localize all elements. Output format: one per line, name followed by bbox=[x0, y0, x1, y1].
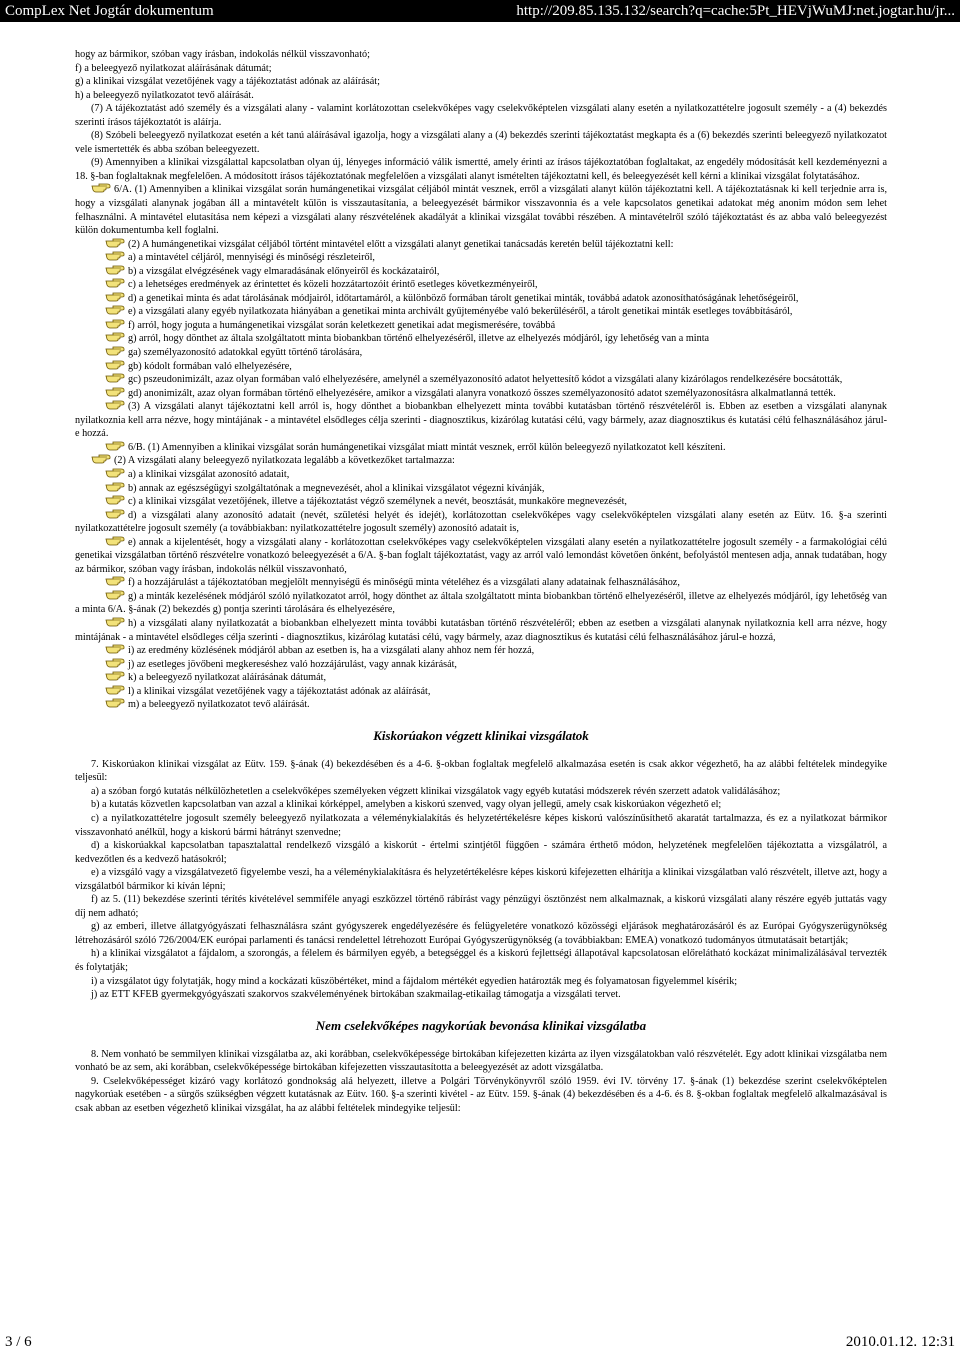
provision-paragraph bbox=[75, 89, 887, 103]
document-body bbox=[75, 48, 887, 1115]
paragraph-text: j) az esetleges jövőbeni megkereséshez való hozzájárulást, vagy annak kizárását, bbox=[128, 658, 457, 670]
paragraph-text: g) a minták kezelésének módjáról szóló nyilatkozatot arról, hogy dönthet az általa szolgáltatott minta biobankban történő elhelyezéséről, illetve az elhelyezés módjáról, így lehetőség van a minta 6/A. §-ának (2) bekezdés g) pontja szerinti tárolására és elhelyezésére, bbox=[75, 590, 887, 616]
pointing-hand-icon[interactable] bbox=[105, 590, 125, 600]
paragraph-text: h) a beleegyező nyilatkozatot tevő aláírását. bbox=[75, 89, 254, 101]
pointing-hand-icon[interactable] bbox=[105, 251, 125, 261]
paragraph-text: ga) személyazonosító adatokkal együtt történő tárolására, bbox=[128, 347, 363, 359]
paragraph-text: (8) Szóbeli beleegyező nyilatkozat esetén a két tanú aláírásával igazolja, hogy a vizsgálati alany a (4) bekezdés szerinti tájékoztatást megkapta és a (6) bekezdés szerinti beleegyező nyilatkozatot vele ismertették és abba szóban beleegyezett. bbox=[75, 130, 887, 155]
paragraph-text: (3) A vizsgálati alanyt tájékoztatni kell arról is, hogy dönthet a biobankban elhelyezett minta további kutatásban történő részvételéről is. Ebben az esetben a vizsgálati alanynak nyilatkoznia kell arra nézve, hogy mintájának - a mintavétel elsődleges célja szerinti - diagnosztikus, kizárólag kutatási célú, vagy bármely, azaz diagnosztikus és kutatási célú felhasználásához járul-e hozzá. bbox=[75, 401, 887, 440]
paragraph-text: 9. Cselekvőképességet kizáró vagy korlátozó gondnokság alá helyezett, illetve a Polgári Törvénykönyvről szóló 1959. évi IV. törvény 17. §-ának (1) bekezdése szerint cselekvőképtelen nagykorúak esetében - a sürgős szükségben végzett kutatásnak az Eütv. 160. §-a szerinti kivétel - az Eütv. 159. §-ának (4) bekezdésében és a 4-6. és 8. §-okban foglaltak megfelelő alkalmazásával is csak abban az esetben végezhető klinikai vizsgálat, ha az alábbi feltételek mindegyike teljesül: bbox=[75, 1075, 887, 1114]
paragraph-text: (7) A tájékoztatást adó személy és a vizsgálati alany - valamint korlátozottan cselekvőképes vagy cselekvőképtelen vizsgálati alany esetén a nyilatkozattételre jogosult személy - a (4) bekezdés szerinti írásos tájékoztatót is aláírja. bbox=[75, 103, 887, 128]
paragraph-text: hogy az bármikor, szóban vagy írásban, indokolás nélkül visszavonható; bbox=[75, 49, 370, 60]
paragraph-text: b) annak az egészségügyi szolgáltatónak a megnevezését, ahol a klinikai vizsgálatot végezni kívánják, bbox=[128, 482, 545, 494]
paragraph-text: k) a beleegyező nyilatkozat aláírásának dátumát, bbox=[128, 672, 326, 684]
section-heading-minors: Kiskorúakon végzett klinikai vizsgálatok bbox=[373, 727, 589, 743]
print-datetime: 2010.01.12. 12:31 bbox=[845, 1334, 955, 1350]
pointing-hand-icon[interactable] bbox=[105, 671, 125, 681]
pointing-hand-icon[interactable] bbox=[105, 509, 125, 519]
provision-paragraph bbox=[75, 536, 887, 577]
minors-paragraph bbox=[75, 785, 887, 799]
provision-paragraph bbox=[75, 454, 887, 468]
pointing-hand-icon[interactable] bbox=[105, 319, 125, 329]
paragraph-text: gb) kódolt formában való elhelyezésére, bbox=[128, 360, 292, 372]
adults-paragraph bbox=[75, 1048, 887, 1075]
paragraph-text: c) a nyilatkozattételre jogosult személy beleegyező nyilatkozata a véleménykialakítás és helyzetértékelésre képes kiskorú valószínűsíthető akaratát tartalmazza, és ez a nyilatkozat bármikor visszavonható anélkül, hogy a kiskorú bármi hátrányt szenvedne; bbox=[75, 812, 887, 838]
paragraph-text: i) a vizsgálatot úgy folytatják, hogy mind a kockázati küszöbértéket, mind a fájdalom mértékét egyedien határozták meg és folyamatosan figyelemmel kísérik; bbox=[91, 975, 738, 987]
provision-paragraph bbox=[75, 278, 887, 292]
pointing-hand-icon[interactable] bbox=[105, 265, 125, 275]
provision-paragraph bbox=[75, 509, 887, 536]
minors-paragraph bbox=[75, 975, 887, 989]
paragraph-text: 6/A. (1) Amennyiben a klinikai vizsgálat során humángenetikai vizsgálat céljából mintát vesznek, erről a vizsgálati alanyt külön tájékoztatni kell. A tájékoztatásnak ki kell terjednie arra is, hogy a vizsgálati alanynak jogában áll a mintavételt külön is visszautasítania, a beleegyezését bármikor visszavonnia és a vele kapcsolatos genetikai adatokat még anonim módon sem lehet felhasználni. A mintavétel elutasítása nem képezi a vizsgálati alany részvételének akadályát a klinikai vizsgálat további részében. A mintavételről szóló tájékoztatást és az abba való beleegyezést külön dokumentumba kell foglalni. bbox=[75, 184, 887, 237]
pointing-hand-icon[interactable] bbox=[105, 278, 125, 288]
provision-paragraph bbox=[75, 590, 887, 617]
pointing-hand-icon[interactable] bbox=[105, 644, 125, 654]
pointing-hand-icon[interactable] bbox=[105, 238, 125, 248]
minors-paragraph bbox=[75, 839, 887, 866]
pointing-hand-icon[interactable] bbox=[105, 373, 125, 383]
paragraph-text: j) az ETT KFEB gyermekgyógyászati szakorvos szakvéleményének birtokában szakmailag-etikailag támogatja a vizsgálati tervet. bbox=[91, 989, 621, 1001]
paragraph-text: e) annak a kijelentését, hogy a vizsgálati alany - korlátozottan cselekvőképes vagy cselekvőképtelen vizsgálati alany esetén a nyilatkozattételre jogosult személy - a farmakológiai célú genetikai vizsgálatban történő részvételre vonatkozó beleegyezését a 6/A. §-ban foglalt tájékoztatást, vagy az arról való lemondást követően önként, befolyástól mentesen adja, annak tudatában, hogy az bármikor, szóban vagy írásban, indokolás nélkül visszavonható, bbox=[75, 536, 887, 575]
paragraph-text: e) a vizsgáló vagy a vizsgálatvezető figyelembe veszi, ha a véleménykialakításra és helyzetértékelésre képes kiskorú kifejezetten elhárítja a klinikai vizsgálatban való részvételt, illetve azt, hogy a vizsgálatból bármikor ki kíván lépni; bbox=[75, 867, 887, 892]
paragraph-text: 7. Kiskorúakon klinikai vizsgálat az Eütv. 159. §-ának (4) bekezdésében és a 4-6. §-okban foglaltak megfelelő alkalmazása esetén is csak akkor végezhető, ha az alábbi feltételek mindegyike teljesül: bbox=[75, 758, 887, 784]
provision-paragraph bbox=[75, 251, 887, 265]
paragraph-text: g) a klinikai vizsgálat vezetőjének vagy a tájékoztatást adónak az aláírását; bbox=[75, 76, 380, 88]
provision-paragraph bbox=[75, 156, 887, 183]
paragraph-text: 8. Nem vonható be semmilyen klinikai vizsgálatba az, aki korábban, cselekvőképessége birtokában kifejezetten kizárta az ilyen vizsgálatokban való részvételét. Egy adott klinikai vizsgálatba nem vonható be az sem, aki korábban, cselekvőképessége birtokában kifejezetten visszautasította a beleegyezését az adott vizsgálatba. bbox=[75, 1048, 887, 1074]
provision-paragraph bbox=[75, 346, 887, 360]
paragraph-text: g) az emberi, illetve állatgyógyászati felhasználásra szánt gyógyszerek engedélyezésére és felügyeletére vonatkozó közösségi eljárások meghatározásáról és az Európai Gyógyszerügynökség létrehozásáról szóló 726/2004/EK európai parlamenti és tanácsi rendelettel létrehozott Európai Gyógyszerügynökség (a továbbiakban: EMEA) vonatkozó tudományos útmutatásait betartják; bbox=[75, 921, 887, 946]
paragraph-text: (2) A humángenetikai vizsgálat céljából történt mintavétel előtt a vizsgálati alanyt genetikai tanácsadás keretén belül tájékoztatni kell: bbox=[128, 238, 674, 250]
provision-paragraph bbox=[75, 671, 887, 685]
paragraph-text: (9) Amennyiben a klinikai vizsgálattal kapcsolatban olyan új, lényeges információ válik ismertté, amely érinti az írásos tájékoztatóban foglaltakat, az engedély módosítását kell kezdeményezni a 18. §-ban foglaltaknak megfelelően. A módosított írásos tájékoztatónak megfelelően a vizsgálati alanyt ismételten tájékoztatni kell, és beleegyezését kell kérni a klinikai vizsgálat folytatásához. bbox=[75, 157, 887, 182]
paragraph-text: h) a vizsgálati alany nyilatkozatát a biobankban elhelyezett minta további kutatásban történő részvételéről; ebben az esetben a vizsgálati alanynak nyilatkoznia kell arra nézve, hogy mintájának - a mintavétel elsődleges célja szerinti - diagnosztikus, kizárólag kutatási célú, vagy bármely, azaz diagnosztikus és kutatási célú felhasználásához járul-e hozzá, bbox=[75, 617, 887, 643]
provision-paragraph bbox=[75, 495, 887, 509]
pointing-hand-icon[interactable] bbox=[105, 698, 125, 708]
pointing-hand-icon[interactable] bbox=[105, 495, 125, 505]
minors-paragraph bbox=[75, 920, 887, 947]
paragraph-text: d) a genetikai minta és adat tárolásának módjairól, időtartamáról, a különböző formában tárolt genetikai minták, továbbá adatok azonosíthatóságának lehetőségeiről, bbox=[128, 292, 799, 304]
paragraph-text: c) a klinikai vizsgálat vezetőjének, illetve a tájékoztatást végző személynek a nevét, beosztását, munkaköre megnevezését, bbox=[128, 496, 627, 508]
pointing-hand-icon[interactable] bbox=[91, 454, 111, 464]
paragraph-text: b) a kutatás közvetlen kapcsolatban van azzal a klinikai kórképpel, amelyben a kiskorú szenved, vagy olyan jellegű, amely csak kiskorúakon végezhető el; bbox=[91, 799, 722, 811]
paragraph-text: b) a vizsgálat elvégzésének vagy elmaradásának előnyeiről és kockázatairól, bbox=[128, 265, 440, 277]
provision-paragraph bbox=[75, 183, 887, 237]
minors-paragraph bbox=[75, 988, 887, 1002]
provision-paragraph bbox=[75, 102, 887, 129]
pointing-hand-icon[interactable] bbox=[105, 292, 125, 302]
minors-paragraph bbox=[75, 798, 887, 812]
pointing-hand-icon[interactable] bbox=[105, 658, 125, 668]
pointing-hand-icon[interactable] bbox=[105, 346, 125, 356]
provision-paragraph bbox=[75, 48, 887, 62]
pointing-hand-icon[interactable] bbox=[105, 441, 125, 451]
pointing-hand-icon[interactable] bbox=[105, 305, 125, 315]
paragraph-text: a) a klinikai vizsgálat azonosító adatait, bbox=[128, 468, 290, 480]
paragraph-text: h) a klinikai vizsgálatot a fájdalom, a szorongás, a félelem és bármilyen egyéb, a betegséggel és a kiskorú fejlettségi állapotával kapcsolatosan előrelátható kockázat minimalizálásával tervezték és folytatják; bbox=[75, 948, 887, 973]
section-heading-incapacitated-adults: Nem cselekvőképes nagykorúak bevonása klinikai vizsgálatba bbox=[315, 1017, 647, 1033]
provision-paragraph bbox=[75, 441, 887, 455]
provision-paragraph bbox=[75, 373, 887, 387]
paragraph-text: f) arról, hogy joguta a humángenetikai vizsgálat során keletkezett genetikai adat megismerésére, továbbá bbox=[128, 319, 556, 331]
provision-paragraph bbox=[75, 468, 887, 482]
provision-paragraph bbox=[75, 129, 887, 156]
page-url[interactable]: http://209.85.135.132/search?q=cache:5Pt_HEVjWuMJ:net.jogtar.hu/jr... bbox=[516, 3, 955, 19]
pointing-hand-icon[interactable] bbox=[105, 387, 125, 397]
provision-paragraph bbox=[75, 62, 887, 76]
paragraph-text: l) a klinikai vizsgálat vezetőjének vagy a tájékoztatást adónak az aláírását, bbox=[128, 685, 431, 697]
paragraph-text: c) a lehetséges eredmények az érintettet és közeli hozzátartozóit érintő esetleges következményeiről, bbox=[128, 279, 538, 291]
adults-paragraph bbox=[75, 1075, 887, 1116]
paragraph-text: d) a vizsgálati alany azonosító adatait (nevét, születési helyét és idejét), korlátozottan cselekvőképes vagy cselekvőképtelen vizsgálati alany esetén az Eütv. 16. §-a szerinti nyilatkozattételre jogosult személy (a továbbiakban: nyilatkozattételre jogosult személy) azonosító adatait is, bbox=[75, 509, 887, 535]
paragraph-text: gc) pszeudonimizált, azaz olyan formában való elhelyezésére, amelynél a személyazonosító adatot helyettesítő kódot a vizsgálati alany kizárólagos rendelkezésére bocsátották, bbox=[128, 374, 843, 386]
pointing-hand-icon[interactable] bbox=[105, 685, 125, 695]
page-number: 3 / 6 bbox=[5, 1334, 32, 1350]
provision-paragraph bbox=[75, 576, 887, 590]
pointing-hand-icon[interactable] bbox=[105, 576, 125, 586]
minors-paragraph bbox=[75, 812, 887, 839]
provision-paragraph bbox=[75, 292, 887, 306]
minors-paragraph bbox=[75, 866, 887, 893]
provision-paragraph bbox=[75, 400, 887, 441]
provision-paragraph bbox=[75, 387, 887, 401]
provision-paragraph bbox=[75, 75, 887, 89]
provision-paragraph bbox=[75, 238, 887, 252]
paragraph-text: f) a hozzájárulást a tájékoztatóban megjelölt mennyiségű és minőségű minta vételéhez és a vizsgálati alany adatainak felhasználásához, bbox=[128, 577, 680, 589]
paragraph-text: d) a kiskorúakkal kapcsolatban tapasztalattal rendelkező vizsgáló a kiskorút - értelmi szintjétől függően - számára érthető módon, helyzetének megfelelően tájékoztatta a vizsgálatról, a kedvezőtlen és a kedvező hatásokról; bbox=[75, 840, 887, 865]
pointing-hand-icon[interactable] bbox=[105, 482, 125, 492]
paragraph-text: m) a beleegyező nyilatkozatot tevő aláírását. bbox=[128, 699, 310, 711]
pointing-hand-icon[interactable] bbox=[105, 360, 125, 370]
provision-paragraph bbox=[75, 319, 887, 333]
paragraph-text: 6/B. (1) Amennyiben a klinikai vizsgálat során humángenetikai vizsgálat miatt mintát vesznek, erről külön beleegyező nyilatkozatot kell készíteni. bbox=[128, 441, 726, 453]
provision-paragraph bbox=[75, 332, 887, 346]
provision-paragraph bbox=[75, 360, 887, 374]
paragraph-text: f) az 5. (11) bekezdése szerinti térítés kivételével semmiféle anyagi eszközzel történő rábírást vagy pénzügyi ösztönzést nem alkalmaznak, a kiskorú vizsgálati alany részére egyéb juttatás vagy díj nem adható; bbox=[75, 894, 887, 919]
minors-paragraph bbox=[75, 758, 887, 785]
print-header bbox=[0, 0, 960, 22]
pointing-hand-icon[interactable] bbox=[105, 468, 125, 478]
provision-paragraph bbox=[75, 685, 887, 699]
paragraph-text: gd) anonimizált, azaz olyan formában történő elhelyezésére, amikor a vizsgálati alanyra vonatkozó összes személyazonosító adatot személyazonosításra alkalmatlanná tették. bbox=[128, 387, 836, 399]
paragraph-text: f) a beleegyező nyilatkozat aláírásának dátumát; bbox=[75, 62, 272, 74]
pointing-hand-icon[interactable] bbox=[105, 617, 125, 627]
provision-paragraph bbox=[75, 698, 887, 712]
paragraph-text: g) arról, hogy dönthet az általa szolgáltatott minta biobankban történő elhelyezéséről, illetve az elhelyezés módjáról, így lehetőség van a minta bbox=[128, 333, 710, 345]
paragraph-text: (2) A vizsgálati alany beleegyező nyilatkozata legalább a következőket tartalmazza: bbox=[114, 455, 455, 467]
minors-paragraph bbox=[75, 893, 887, 920]
provision-paragraph bbox=[75, 305, 887, 319]
minors-paragraph bbox=[75, 947, 887, 974]
paragraph-text: e) a vizsgálati alany egyéb nyilatkozata hiányában a genetikai minta archivált gyűjteményébe való bekerüléséről, a tárolt genetikai minták esetleges továbbításáról, bbox=[128, 306, 793, 318]
pointing-hand-icon[interactable] bbox=[105, 400, 125, 410]
paragraph-text: a) a mintavétel céljáról, mennyiségi és minőségi részleteiről, bbox=[128, 252, 375, 264]
pointing-hand-icon[interactable] bbox=[105, 536, 125, 546]
provision-paragraph bbox=[75, 482, 887, 496]
pointing-hand-icon[interactable] bbox=[105, 332, 125, 342]
provision-paragraph bbox=[75, 644, 887, 658]
provision-paragraph bbox=[75, 658, 887, 672]
pointing-hand-icon[interactable] bbox=[91, 183, 111, 193]
document-title: CompLex Net Jogtár dokumentum bbox=[5, 3, 214, 19]
paragraph-text: i) az eredmény közlésének módjáról abban az esetben is, ha a vizsgálati alany ahhoz nem fér hozzá, bbox=[128, 645, 535, 657]
paragraph-text: a) a szóban forgó kutatás nélkülözhetetlen a cselekvőképes személyeken végzett klinikai vizsgálatok vagy egyéb kutatási módszerek révén szerzett adatok validálásához; bbox=[91, 785, 781, 797]
provision-paragraph bbox=[75, 617, 887, 644]
provision-paragraph bbox=[75, 265, 887, 279]
